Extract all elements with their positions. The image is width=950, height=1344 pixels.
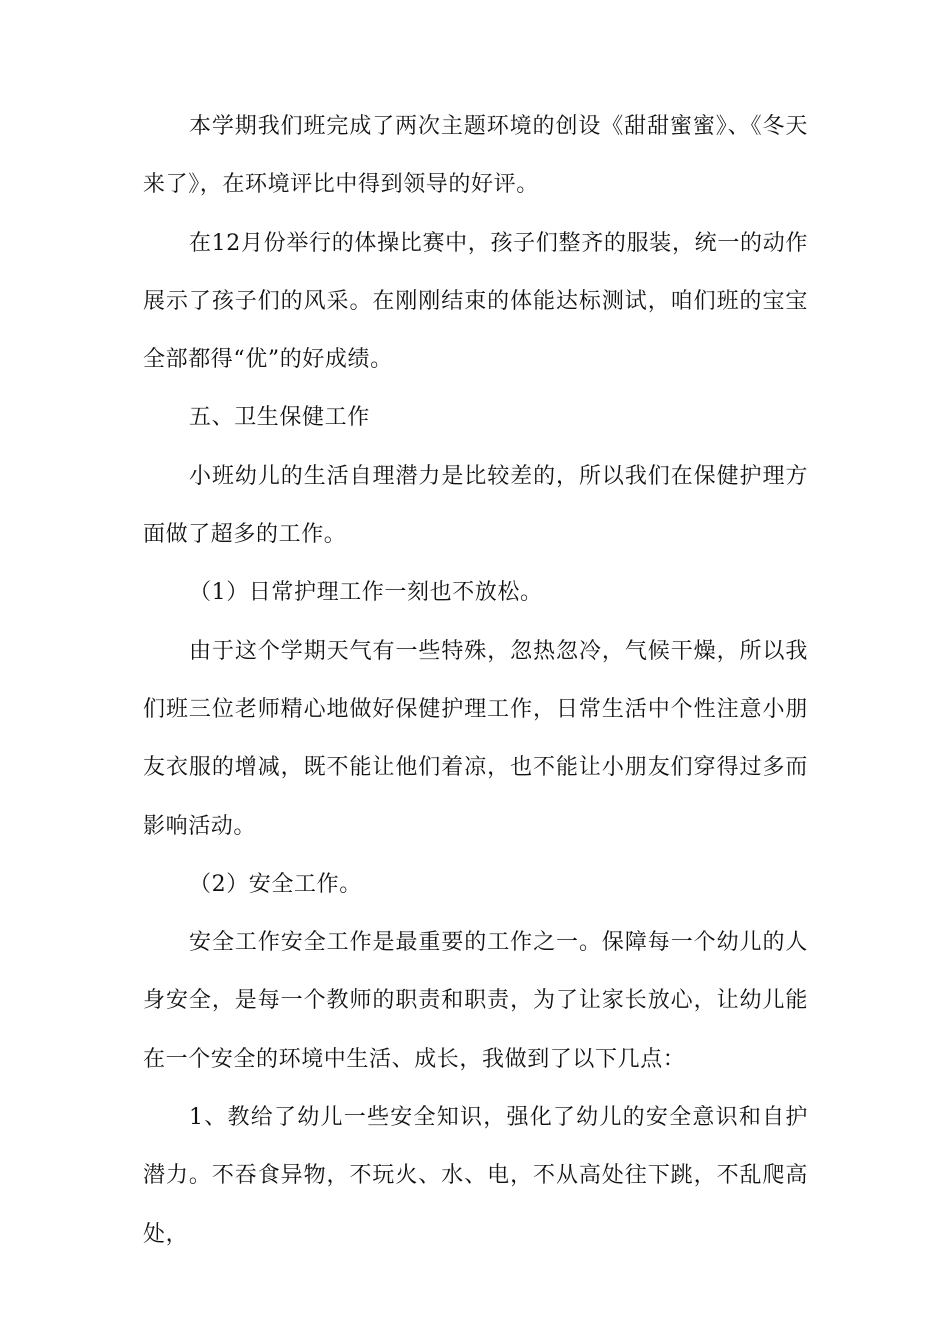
document-body [143,98,808,1264]
section-heading-health-care: 五、卫生保健工作 [189,405,370,431]
paragraph-theme-environment: 本学期我们班完成了两次主题环境的创设《甜甜蜜蜜》、《冬天来了》，在环境评比中得到领导的好评。 [143,114,808,198]
paragraph-self-care: 小班幼儿的生活自理潜力是比较差的，所以我们在保健护理方面做了超多的工作。 [143,463,808,548]
subheading-safety: （2）安全工作。 [189,871,362,897]
paragraph-weather-care: 由于这个学期天气有一些特殊，忽热忽冷，气候干燥，所以我们班三位老师精心地做好保健护理工作，日常生活中个性注意小朋友衣服的增减，既不能让他们着凉，也不能让小朋友们穿得过多而影响活动。 [143,638,808,839]
subheading-daily-care: （1）日常护理工作一刻也不放松。 [189,580,543,606]
paragraph-gymnastics: 在12月份举行的体操比赛中，孩子们整齐的服装，统一的动作展示了孩子们的风采。在刚刚结束的体能达标测试，咱们班的宝宝全部都得“优”的好成绩。 [143,230,808,373]
paragraph-safety-work: 安全工作安全工作是最重要的工作之一。保障每一个幼儿的人身安全，是每一个教师的职责和职责，为了让家长放心，让幼儿能在一个安全的环境中生活、成长，我做到了以下几点： [143,930,808,1072]
paragraph-safety-knowledge: 1、教给了幼儿一些安全知识，强化了幼儿的安全意识和自护潜力。不吞食异物，不玩火、水、电，不从高处往下跳，不乱爬高处， [143,1105,808,1247]
